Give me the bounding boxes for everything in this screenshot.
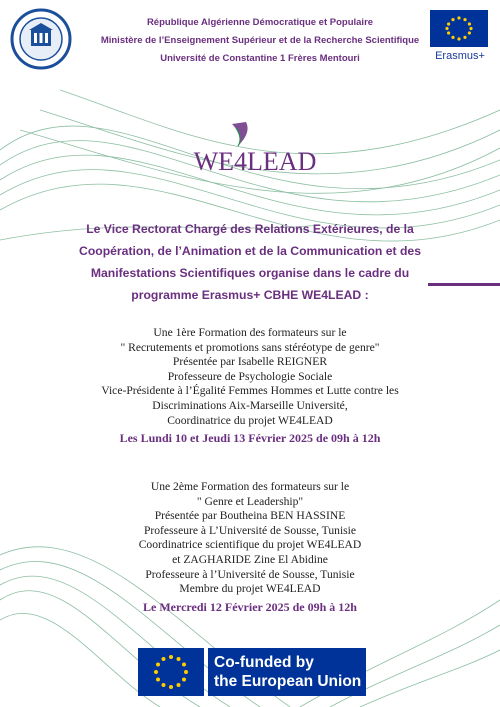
training-topic: " Recrutements et promotions sans stéréotype de genre" (120, 340, 380, 354)
organizer-intro (30, 218, 470, 306)
presenter-role: Membre du projet WE4LEAD (179, 582, 321, 596)
intro-line: Le Vice Rectorat Chargé des Relations Extérieures, de la (86, 222, 414, 236)
eu-cofunded-text (208, 648, 366, 696)
intro-line: Coopération, de l’Animation et de la Communication et des (79, 244, 421, 258)
eu-flag-icon (138, 648, 204, 696)
header-university: Université de Constantine 1 Frères Mentouri (160, 53, 360, 64)
presenter-role: Coordinatrice du projet WE4LEAD (167, 413, 333, 427)
presenter-role: Professeure de Psychologie Sociale (167, 369, 333, 383)
training-presenter: Présentée par Boutheina BEN HASSINE (154, 509, 346, 523)
presenter-role: Vice-Présidente à l’Égalité Femmes Hommes et Lutte contre les (101, 384, 399, 398)
header-republic: République Algérienne Démocratique et Populaire (146, 17, 374, 28)
eu-flag-icon (430, 10, 488, 47)
eu-cofunded-banner (138, 648, 366, 700)
training-title: Une 1ère Formation des formateurs sur le (153, 326, 347, 339)
training-date: Le Mercredi 12 Février 2025 de 09h à 12h (143, 599, 357, 614)
training-1-block (40, 326, 460, 446)
training-title: Une 2ème Formation des formateurs sur le (150, 480, 350, 493)
eu-line-1: Co-funded by (214, 654, 314, 671)
eu-line-2: the European Union (214, 673, 362, 690)
intro-line: programme Erasmus+ CBHE WE4LEAD : (131, 288, 369, 302)
intro-line: Manifestations Scientifiques organise dans le cadre du (90, 266, 410, 280)
header-ministry: Ministère de l’Enseignement Supérieur et de la Recherche Scientifique (100, 35, 420, 46)
university-logo (10, 8, 72, 70)
presenter-role: Coordinatrice scientifique du projet WE4LEAD (138, 538, 362, 552)
purple-divider (428, 283, 500, 286)
training-date: Les Lundi 10 et Jeudi 13 Février 2025 de 09h à 12h (119, 431, 381, 446)
institution-header (90, 14, 430, 68)
training-2-block (40, 480, 460, 614)
presenter-role: Professeure à l’Université de Sousse, Tunisie (145, 567, 355, 581)
we4lead-logo-text: WE4LEAD (193, 147, 317, 176)
presenter-role: Discriminations Aix-Marseille Université, (152, 398, 348, 412)
training-presenter: et ZAGHARIDE Zine El Abidine (172, 552, 328, 566)
erasmus-plus-label: Erasmus+ (435, 50, 485, 62)
training-presenter: Présentée par Isabelle REIGNER (172, 355, 328, 369)
training-topic: " Genre et Leadership" (196, 494, 304, 508)
we4lead-logo (180, 120, 330, 180)
presenter-role: Professeure à L’Université de Sousse, Tunisie (143, 523, 357, 537)
